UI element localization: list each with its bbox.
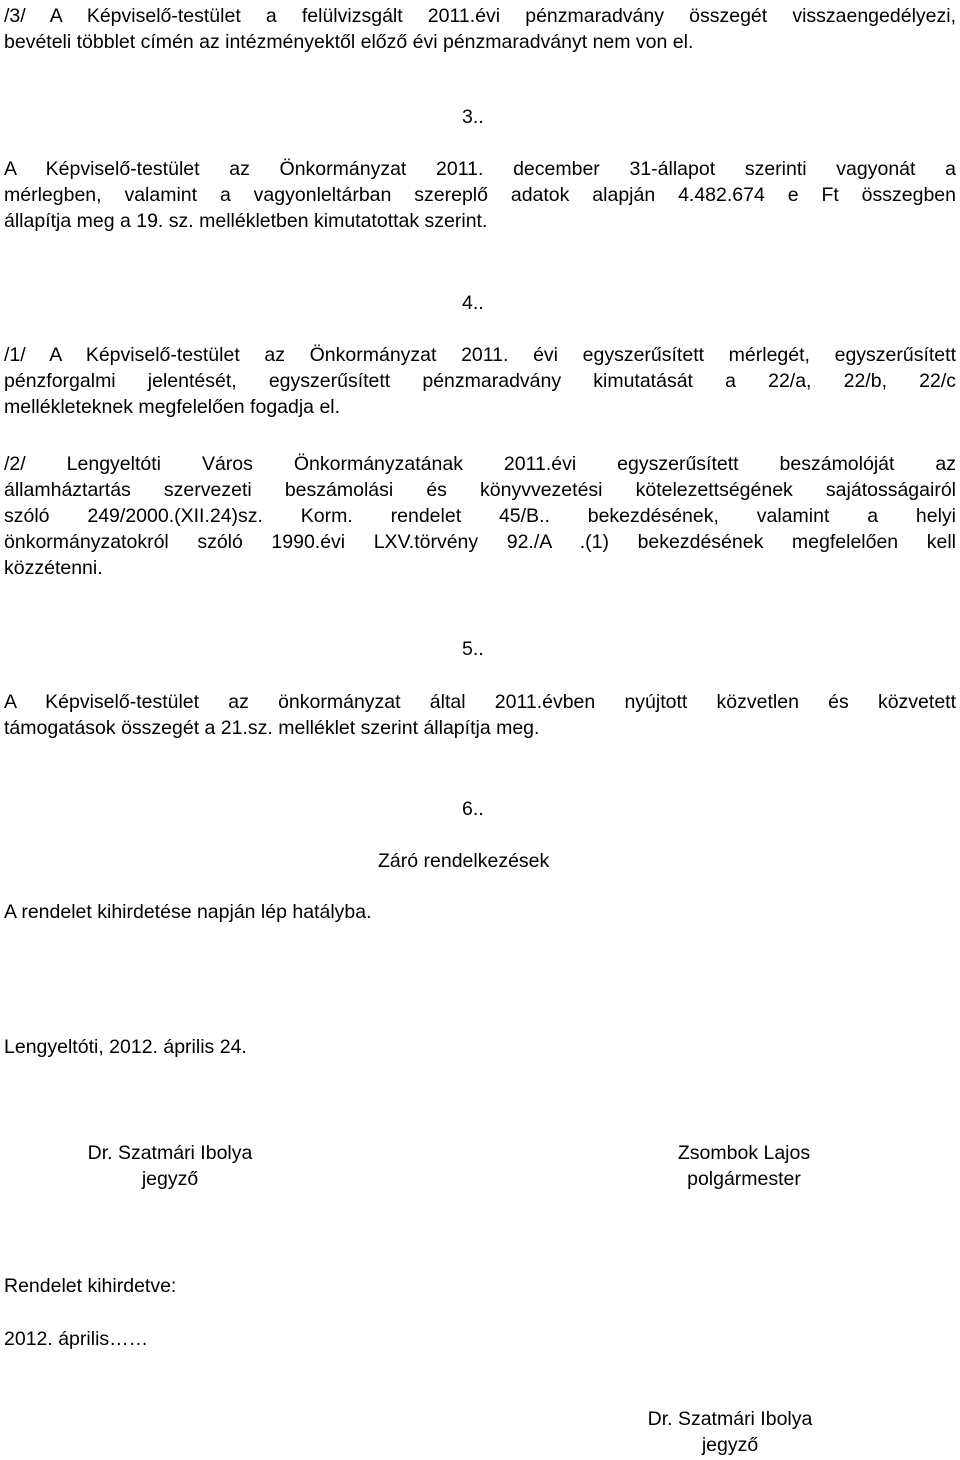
section-3-line-3: állapítja meg a 19. sz. mellékletben kimutatottak szerint. <box>4 210 488 232</box>
section-5-heading: 5.. <box>462 638 484 660</box>
closing-provisions-title: Záró rendelkezések <box>378 850 550 872</box>
signature-left-name: Dr. Szatmári Ibolya <box>87 1142 253 1164</box>
signature-left <box>60 1140 280 1192</box>
para-3-line-2: bevételi többlet címén az intézményektől előző évi pénzmaradványt nem von el. <box>4 31 694 53</box>
section-3-heading: 3.. <box>462 106 484 128</box>
section-3-line-1: A Képviselő-testület az Önkormányzat 2011. december 31-állapot szerinti vagyonát a <box>4 158 956 180</box>
promulgation-date: 2012. április…… <box>4 1328 149 1350</box>
section-6-line-1: A rendelet kihirdetése napján lép hatályba. <box>4 901 372 923</box>
promulgation-signature <box>630 1406 830 1458</box>
section-4-p2-line-2: államháztartás szervezeti beszámolási és könyvvezetési kötelezettségének sajátosságairól <box>4 479 956 501</box>
signature-right <box>634 1140 854 1192</box>
section-4-p1-line-3: mellékleteknek megfelelően fogadja el. <box>4 396 341 418</box>
section-4-p1-line-1: /1/ A Képviselő-testület az Önkormányzat 2011. évi egyszerűsített mérlegét, egyszerűsített <box>4 344 956 366</box>
section-4-p2-line-1: /2/ Lengyeltóti Város Önkormányzatának 2011.évi egyszerűsített beszámolóját az <box>4 453 956 475</box>
section-4-heading: 4.. <box>462 292 484 314</box>
signature-right-title: polgármester <box>687 1168 801 1190</box>
section-4-p1-line-2: pénzforgalmi jelentését, egyszerűsített pénzmaradvány kimutatását a 22/a, 22/b, 22/c <box>4 370 956 392</box>
section-5-line-1: A Képviselő-testület az önkormányzat által 2011.évben nyújtott közvetlen és közvetett <box>4 691 956 713</box>
place-date: Lengyeltóti, 2012. április 24. <box>4 1036 247 1058</box>
section-5-line-2: támogatások összegét a 21.sz. melléklet szerint állapítja meg. <box>4 717 540 739</box>
promulgation-label: Rendelet kihirdetve: <box>4 1275 177 1297</box>
section-4-p2-line-3: szóló 249/2000.(XII.24)sz. Korm. rendelet 45/B.. bekezdésének, valamint a helyi <box>4 505 956 527</box>
section-6-heading: 6.. <box>462 798 484 820</box>
section-4-p2-line-4: önkormányzatokról szóló 1990.évi LXV.törvény 92./A .(1) bekezdésének megfelelően kell <box>4 531 956 553</box>
promulgation-title: jegyző <box>701 1434 759 1456</box>
promulgation-name: Dr. Szatmári Ibolya <box>647 1408 813 1430</box>
section-3-line-2: mérlegben, valamint a vagyonleltárban szereplő adatok alapján 4.482.674 e Ft összegben <box>4 184 956 206</box>
signature-left-title: jegyző <box>141 1168 199 1190</box>
para-3-line-1: /3/ A Képviselő-testület a felülvizsgált 2011.évi pénzmaradvány összegét visszaengedélyezi, <box>4 5 956 27</box>
section-4-p2-line-5: közzétenni. <box>4 557 103 579</box>
signature-right-name: Zsombok Lajos <box>677 1142 811 1164</box>
